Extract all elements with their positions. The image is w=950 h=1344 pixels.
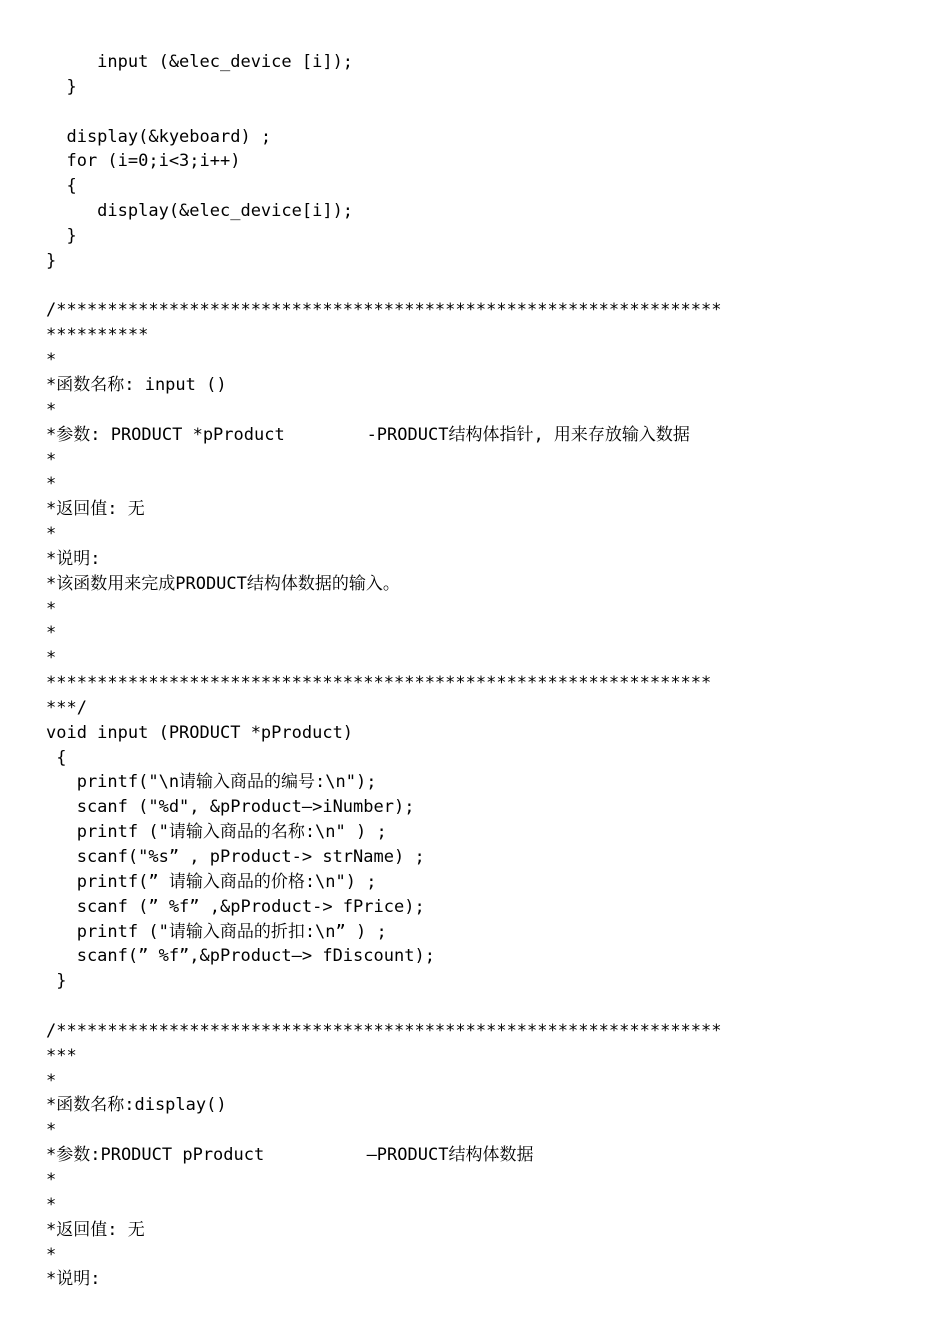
comment-line: * (46, 350, 57, 371)
code-line: } (46, 225, 77, 246)
code-line (46, 100, 906, 125)
code-line-printf: printf(” 请输入商品的价格:\n") ; (46, 871, 377, 892)
comment-line: * (46, 623, 57, 644)
comment-line: * (46, 524, 57, 545)
comment-border-line: ********** (46, 325, 149, 346)
comment-line: * (46, 1070, 57, 1091)
comment-border-line: /***************************************************************** (46, 1020, 722, 1041)
code-line-printf: printf("\n请输入商品的编号:\n"); (46, 772, 377, 793)
comment-return-value: *返回值: 无 (46, 1219, 145, 1240)
code-line-scanf: scanf (” %f” ,&pProduct-> fPrice); (46, 896, 425, 917)
comment-line: * (46, 1169, 57, 1190)
comment-line: * (46, 648, 57, 669)
comment-border-line: /***************************************************************** (46, 300, 722, 321)
code-line: } (46, 250, 57, 271)
comment-parameters: *参数: PRODUCT *pProduct -PRODUCT结构体指针, 用来存放输入数据 (46, 424, 690, 445)
comment-return-value: *返回值: 无 (46, 499, 145, 520)
comment-function-name: *函数名称: input () (46, 374, 227, 395)
code-line-scanf: scanf ("%d", &pProduct—>iNumber); (46, 797, 415, 818)
comment-line: * (46, 399, 57, 420)
comment-line: * (46, 598, 57, 619)
code-line (46, 994, 906, 1019)
comment-function-name: *函数名称:display() (46, 1095, 227, 1116)
code-line-printf: printf ("请输入商品的折扣:\n” ) ; (46, 921, 387, 942)
comment-border-line: ***/ (46, 697, 87, 718)
code-line-printf: printf ("请输入商品的名称:\n" ) ; (46, 822, 387, 843)
function-signature-input: void input (PRODUCT *pProduct) (46, 722, 354, 743)
comment-line: * (46, 1194, 57, 1215)
comment-border-line: *** (46, 1045, 77, 1066)
code-line: { (46, 747, 67, 768)
code-line-display-device: display(&elec_device[i]); (46, 201, 354, 222)
comment-line: * (46, 1120, 57, 1141)
code-line (46, 274, 906, 299)
code-line-scanf: scanf(” %f”,&pProduct—> fDiscount); (46, 946, 435, 967)
comment-parameters: *参数:PRODUCT pProduct —PRODUCT结构体数据 (46, 1145, 534, 1166)
comment-border-line: ***************************************************************** (46, 673, 712, 694)
comment-line: * (46, 1244, 57, 1265)
comment-line: * (46, 449, 57, 470)
code-line-input-call: input (&elec_device [i]); (46, 52, 354, 72)
code-line-scanf: scanf("%s” , pProduct-> strName) ; (46, 847, 425, 867)
code-listing (46, 50, 906, 1292)
comment-description: *该函数用来完成PRODUCT结构体数据的输入。 (46, 573, 400, 594)
comment-description-label: *说明: (46, 548, 101, 569)
comment-line: * (46, 474, 57, 495)
comment-description-label: *说明: (46, 1269, 101, 1290)
code-line-display-keyboard: display(&kyeboard) ; (46, 126, 272, 147)
code-line: { (46, 176, 77, 197)
code-line: } (46, 971, 67, 992)
code-line-for-loop: for (i=0;i<3;i++) (46, 151, 241, 172)
code-line: } (46, 76, 77, 97)
